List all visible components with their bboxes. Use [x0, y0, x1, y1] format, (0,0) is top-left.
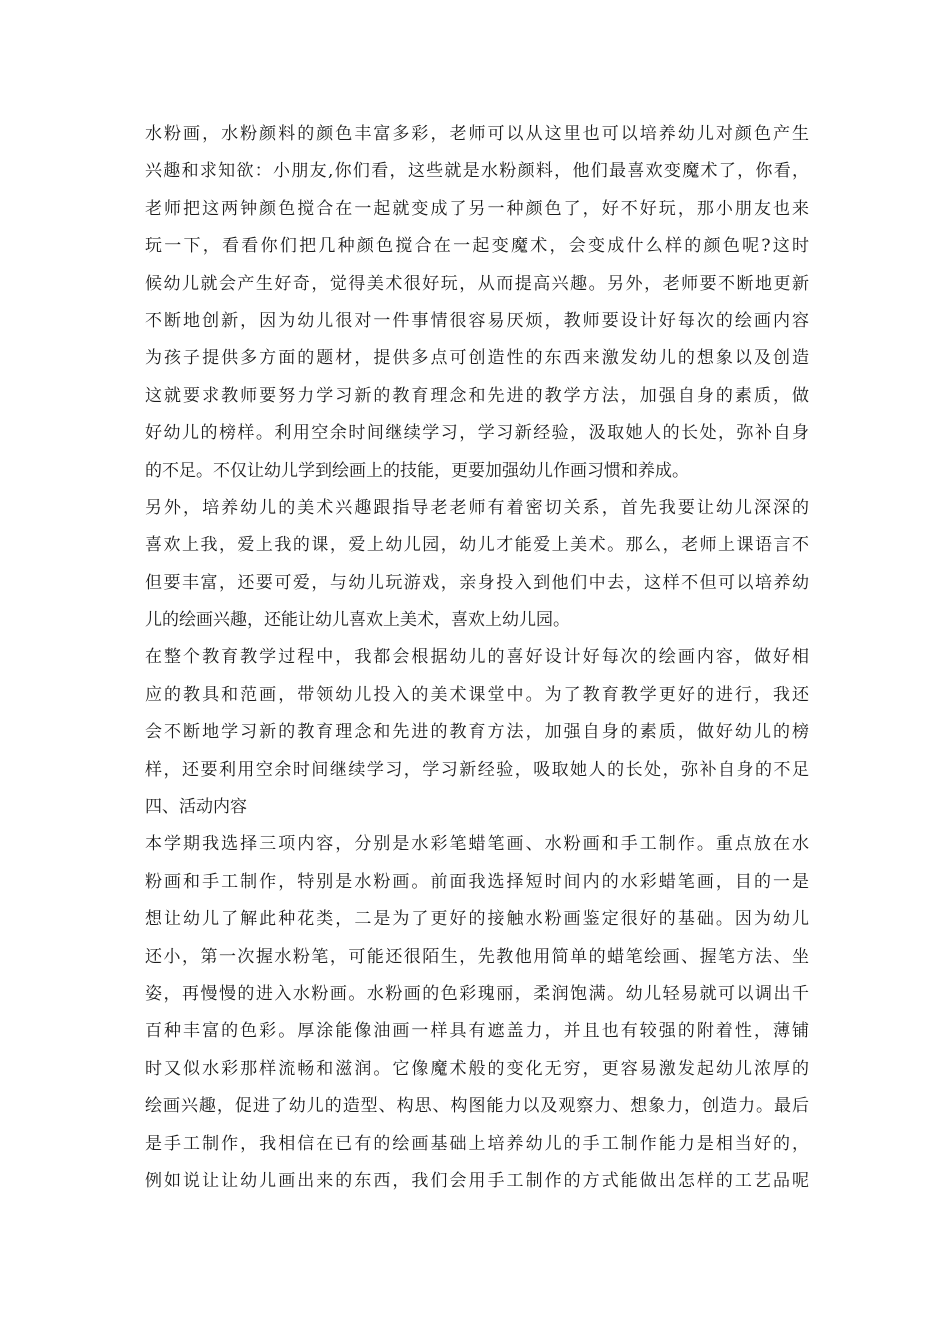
- text-line: 四、活动内容: [145, 797, 247, 818]
- text-line: 不断地创新，因为幼儿很对一件事情很容易厌烦，教师要设计好每次的绘画内容: [145, 310, 809, 331]
- text-line: 例如说让让幼儿画出来的东西，我们会用手工制作的方式能做出怎样的工艺品呢: [145, 1170, 809, 1191]
- text-line: 另外，培养幼儿的美术兴趣跟指导老老师有着密切关系，首先我要让幼儿深深的: [145, 497, 809, 518]
- text-line: 绘画兴趣，促进了幼儿的造型、构思、构图能力以及观察力、想象力，创造力。最后: [145, 1096, 809, 1117]
- text-line: 时又似水彩那样流畅和滋润。它像魔术般的变化无穷，更容易激发起幼儿浓厚的: [145, 1058, 809, 1079]
- text-line: 为孩子提供多方面的题材，提供多点可创造性的东西来激发幼儿的想象以及创造: [145, 348, 809, 369]
- text-line: 百种丰富的色彩。厚涂能像油画一样具有遮盖力，并且也有较强的附着性，薄铺: [145, 1021, 809, 1042]
- text-line: 兴趣和求知欲：小朋友,你们看，这些就是水粉颜料，他们最喜欢变魔术了，你看，: [145, 161, 809, 182]
- text-line: 还小，第一次握水粉笔，可能还很陌生，先教他用简单的蜡笔绘画、握笔方法、坐: [145, 946, 809, 967]
- text-line: 的不足。不仅让幼儿学到绘画上的技能，更要加强幼儿作画习惯和养成。: [145, 460, 689, 481]
- text-line: 玩一下，看看你们把几种颜色搅合在一起变魔术，会变成什么样的颜色呢?这时: [145, 236, 809, 257]
- text-line: 会不断地学习新的教育理念和先进的教育方法，加强自身的素质，做好幼儿的榜: [145, 722, 809, 743]
- document-body: [145, 116, 809, 1200]
- text-line: 候幼儿就会产生好奇，觉得美术很好玩，从而提高兴趣。另外，老师要不断地更新: [145, 273, 809, 294]
- text-line: 想让幼儿了解此种花类，二是为了更好的接触水粉画鉴定很好的基础。因为幼儿: [145, 909, 809, 930]
- text-line: 姿，再慢慢的进入水粉画。水粉画的色彩瑰丽，柔润饱满。幼儿轻易就可以调出千: [145, 983, 809, 1004]
- text-line: 样，还要利用空余时间继续学习，学习新经验，吸取她人的长处，弥补自身的不足: [145, 759, 809, 780]
- text-line: 本学期我选择三项内容，分别是水彩笔蜡笔画、水粉画和手工制作。重点放在水: [145, 834, 809, 855]
- text-line: 水粉画，水粉颜料的颜色丰富多彩，老师可以从这里也可以培养幼儿对颜色产生: [145, 124, 809, 144]
- text-line: 儿的绘画兴趣，还能让幼儿喜欢上美术，喜欢上幼儿园。: [145, 610, 570, 631]
- text-line: 但要丰富，还要可爱，与幼儿玩游戏，亲身投入到他们中去，这样不但可以培养幼: [145, 572, 809, 593]
- text-line: 粉画和手工制作，特别是水粉画。前面我选择短时间内的水彩蜡笔画，目的一是: [145, 871, 809, 892]
- text-line: 老师把这两钟颜色搅合在一起就变成了另一种颜色了，好不好玩，那小朋友也来: [145, 198, 809, 219]
- text-line: 好幼儿的榜样。利用空余时间继续学习，学习新经验，汲取她人的长处，弥补自身: [145, 423, 809, 444]
- text-line: 喜欢上我，爱上我的课，爱上幼儿园，幼儿才能爱上美术。那么，老师上课语言不: [145, 535, 809, 556]
- text-line: 应的教具和范画，带领幼儿投入的美术课堂中。为了教育教学更好的进行，我还: [145, 684, 809, 705]
- text-line: 这就要求教师要努力学习新的教育理念和先进的教学方法，加强自身的素质，做: [145, 385, 809, 406]
- text-line: 是手工制作，我相信在已有的绘画基础上培养幼儿的手工制作能力是相当好的，: [145, 1133, 809, 1154]
- text-line: 在整个教育教学过程中，我都会根据幼儿的喜好设计好每次的绘画内容，做好相: [145, 647, 809, 668]
